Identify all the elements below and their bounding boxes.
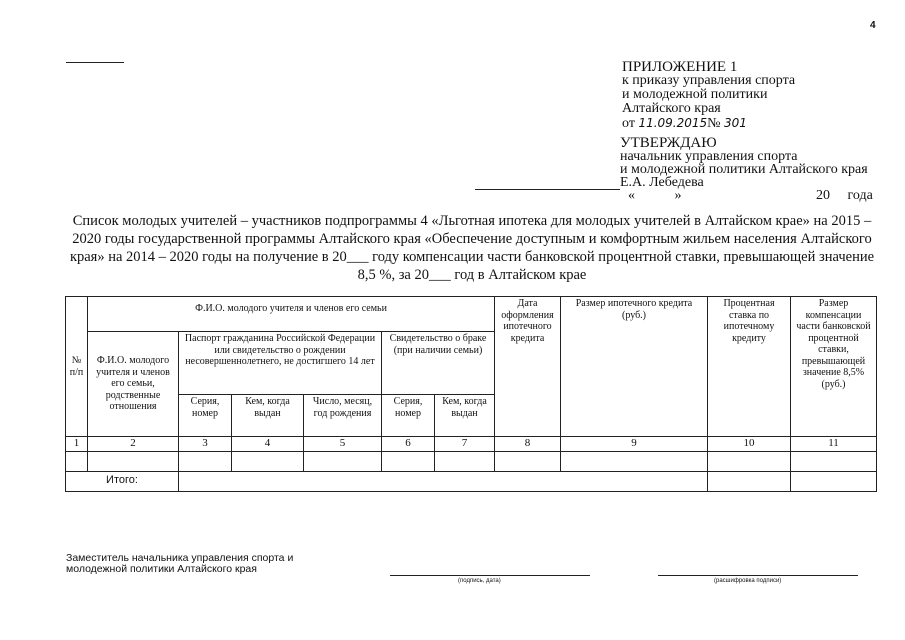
column-number: 9 (561, 437, 708, 452)
column-number: 7 (435, 437, 495, 452)
decode-caption: (расшифровка подписи) (714, 578, 782, 584)
footer-position (66, 553, 293, 575)
column-number: 2 (88, 437, 179, 452)
header-compensation: Размер компенсации части банковской процентной ставки, превышающей значение 8,5% (руб.) (791, 297, 877, 437)
footer-line-1: Заместитель начальника управления спорта и (66, 552, 294, 564)
table-row (66, 451, 877, 471)
column-number: 4 (232, 437, 304, 452)
appendix-line-1: к приказу управления спорта (622, 73, 796, 88)
column-number: 6 (382, 437, 435, 452)
header-marriage-series: Серия, номер (382, 395, 435, 437)
compensation-table (65, 296, 877, 492)
appendix-title: ПРИЛОЖЕНИЕ 1 (622, 59, 738, 75)
header-no: № п/п (66, 297, 88, 437)
approval-block (620, 137, 868, 189)
header-credit-date: Дата оформления ипотечного кредита (495, 297, 561, 437)
page-number: 4 (870, 20, 876, 31)
handwritten-date: 11.09.2015 (638, 116, 708, 130)
header-fio: Ф.И.О. молодого учителя и членов его семьи, родственные отношения (88, 332, 179, 437)
total-row (66, 471, 877, 491)
total-label: Итого: (66, 471, 179, 491)
column-number: 10 (708, 437, 791, 452)
header-fio-group: Ф.И.О. молодого учителя и членов его семьи (88, 297, 495, 332)
from-label: от (622, 116, 635, 131)
column-number: 8 (495, 437, 561, 452)
approval-year: 20 года (816, 188, 873, 203)
quote-open: « (628, 188, 635, 203)
column-number: 5 (304, 437, 382, 452)
header-marriage-issued: Кем, когда выдан (435, 395, 495, 437)
appendix-block (622, 60, 795, 131)
header-loan-amount: Размер ипотечного кредита (руб.) (561, 297, 708, 437)
approval-title: УТВЕРЖДАЮ (620, 135, 717, 151)
approval-date-line (620, 188, 880, 204)
approval-signer: Е.А. Лебедева (620, 175, 704, 190)
header-passport-issued: Кем, когда выдан (232, 395, 304, 437)
decode-line (658, 575, 858, 576)
appendix-line-3: Алтайского края (622, 101, 721, 116)
column-number: 3 (179, 437, 232, 452)
signature-line (390, 575, 590, 576)
header-birth-date: Число, месяц, год рождения (304, 395, 382, 437)
column-number: 1 (66, 437, 88, 452)
column-number: 11 (791, 437, 877, 452)
header-marriage-group: Свидетельство о браке (при наличии семьи) (382, 332, 495, 395)
number-label: № (707, 116, 721, 131)
header-interest-rate: Процентная ставка по ипотечному кредиту (708, 297, 791, 437)
appendix-line-2: и молодежной политики (622, 87, 768, 102)
footer-line-2: молодежной политики Алтайского края (66, 563, 257, 575)
approval-line-1: начальник управления спорта (620, 149, 798, 164)
document-title: Список молодых учителей – участников подпрограммы 4 «Льготная ипотека для молодых учителей в Алтайском крае» на 2015 – 2020 годы государственной программы Алтайского края «Обеспечение доступным и комфортным жильем населения Алтайского края» на 2014 – 2020 годы на получение в 20___ году компенсации части банковской процентной ставки, превышающей значение 8,5 %, за 20___ год в Алтайском крае (69, 213, 875, 283)
quote-close: » (674, 188, 682, 203)
header-passport-series: Серия, номер (179, 395, 232, 437)
appendix-order-line (622, 116, 795, 131)
signature-caption: (подпись, дата) (458, 578, 501, 584)
header-passport-group: Паспорт гражданина Российской Федерации или свидетельство о рождении несовершеннолетнего, не достигшего 14 лет (179, 332, 382, 395)
top-divider (66, 62, 124, 63)
approval-signature-line (475, 189, 620, 190)
approval-line-2: и молодежной политики Алтайского края (620, 162, 868, 177)
handwritten-number: 301 (724, 116, 747, 130)
